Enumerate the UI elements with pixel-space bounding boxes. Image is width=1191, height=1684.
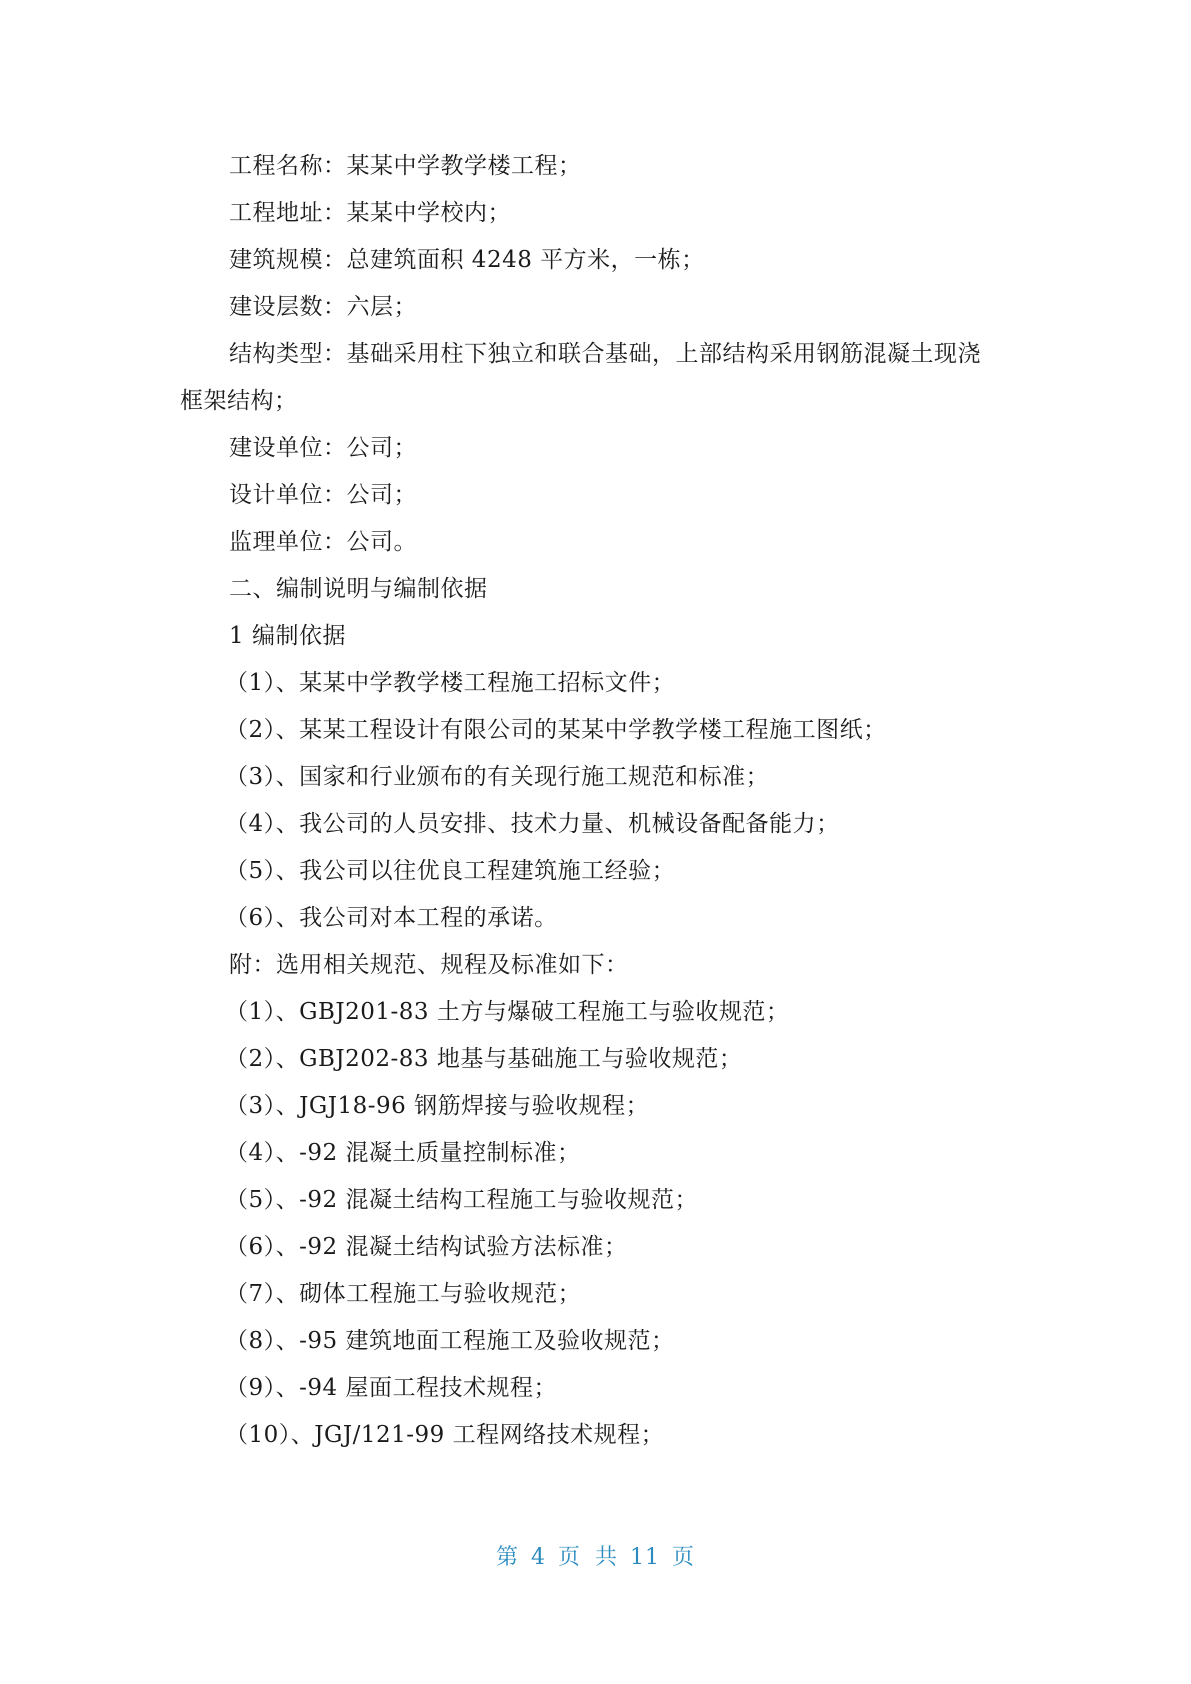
basis-item: （1）、某某中学教学楼工程施工招标文件； — [225, 670, 676, 696]
standard-item: （9）、-94 屋面工程技术规程； — [225, 1375, 557, 1401]
page-footer — [0, 1540, 1191, 1571]
standard-item: （5）、-92 混凝土结构工程施工与验收规范； — [225, 1187, 698, 1213]
standard-item: （10）、JGJ/121-99 工程网络技术规程； — [225, 1422, 665, 1448]
standard-item: （7）、砌体工程施工与验收规范； — [225, 1281, 582, 1307]
basis-item: （5）、我公司以往优良工程建筑施工经验； — [225, 858, 676, 884]
footer-total-pages: 11 — [630, 1545, 660, 1570]
footer-page-number: 4 — [531, 1545, 546, 1570]
basis-item: （6）、我公司对本工程的承诺。 — [225, 905, 558, 931]
project-address-line: 工程地址：某某中学校内； — [229, 200, 511, 226]
section-heading: 二、编制说明与编制依据 — [229, 576, 488, 602]
basis-item: （4）、我公司的人员安排、技术力量、机械设备配备能力； — [225, 811, 840, 837]
document-body — [180, 143, 1010, 1459]
footer-middle: 页 共 — [558, 1545, 618, 1570]
footer-suffix: 页 — [672, 1545, 696, 1570]
project-name-line: 工程名称：某某中学教学楼工程； — [229, 153, 582, 179]
design-unit-line: 设计单位：公司； — [229, 482, 417, 508]
owner-unit-line: 建设单位：公司； — [229, 435, 417, 461]
standard-item: （3）、JGJ18-96 钢筋焊接与验收规程； — [225, 1093, 650, 1119]
footer-prefix: 第 — [495, 1545, 519, 1570]
standard-item: （2）、GBJ202-83 地基与基础施工与验收规范； — [225, 1046, 743, 1072]
subsection-heading: 1 编制依据 — [229, 623, 346, 649]
standard-item: （8）、-95 建筑地面工程施工及验收规范； — [225, 1328, 675, 1354]
standard-item: （1）、GBJ201-83 土方与爆破工程施工与验收规范； — [225, 999, 790, 1025]
structure-type-continuation: 框架结构； — [180, 388, 298, 414]
standard-item: （6）、-92 混凝土结构试验方法标准； — [225, 1234, 628, 1260]
floor-count-line: 建设层数：六层； — [229, 294, 417, 320]
appendix-heading: 附：选用相关规范、规程及标准如下： — [229, 952, 629, 978]
supervision-unit-line: 监理单位：公司。 — [229, 529, 417, 555]
basis-item: （2）、某某工程设计有限公司的某某中学教学楼工程施工图纸； — [225, 717, 887, 743]
basis-item: （3）、国家和行业颁布的有关现行施工规范和标准； — [225, 764, 770, 790]
building-scale-line: 建筑规模：总建筑面积 4248 平方米，一栋； — [229, 247, 705, 273]
standard-item: （4）、-92 混凝土质量控制标准； — [225, 1140, 581, 1166]
structure-type-line: 结构类型：基础采用柱下独立和联合基础，上部结构采用钢筋混凝土现浇 — [229, 341, 981, 367]
